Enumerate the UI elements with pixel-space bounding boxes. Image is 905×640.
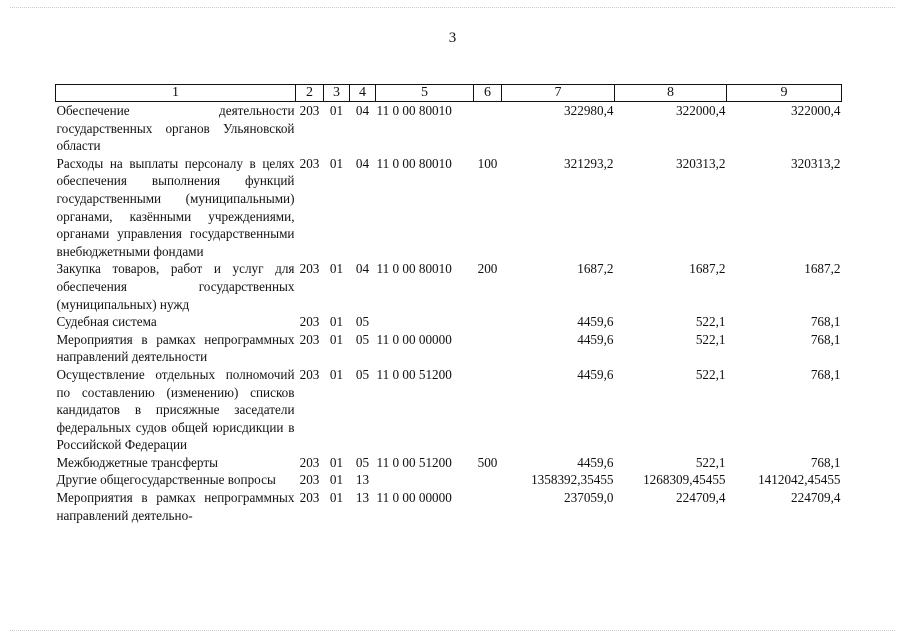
page-number: 3: [448, 30, 457, 46]
row-csr: 11 0 00 80010: [376, 103, 452, 118]
row-pr: 05: [355, 366, 370, 382]
row-value-7: 4459,6: [577, 366, 614, 382]
row-grbs: 203: [299, 331, 320, 347]
row-value-7: 1358392,35455: [531, 472, 614, 488]
table-row: [56, 471, 842, 489]
row-rz: 01: [329, 366, 344, 382]
header-cell: 5: [376, 85, 474, 102]
row-value-7: 4459,6: [577, 314, 614, 330]
row-csr: 11 0 00 80010: [376, 261, 452, 277]
row-grbs: 203: [299, 472, 320, 488]
header-cell: 2: [296, 85, 324, 102]
row-value-9: 224709,4: [791, 490, 841, 506]
header-row: [56, 85, 842, 102]
row-rz: 01: [329, 155, 344, 171]
row-pr: 05: [355, 314, 370, 330]
row-pr: 04: [355, 103, 370, 118]
row-value-8: 320313,2: [676, 155, 726, 171]
row-name: Межбюджетные трансферты: [56, 454, 218, 470]
row-name: Мероприятия в рамках непрограммных направлений деятельности: [56, 331, 295, 365]
header-cell: 1: [56, 85, 296, 102]
row-csr: [376, 471, 474, 489]
row-grbs: 203: [299, 155, 320, 171]
row-value-9: 768,1: [810, 331, 841, 347]
row-rz: 01: [329, 261, 344, 277]
header-cell: 3: [324, 85, 350, 102]
row-vr: 500: [477, 454, 498, 470]
row-grbs: 203: [299, 261, 320, 277]
row-value-7: 322980,4: [564, 103, 614, 118]
row-rz: 01: [329, 472, 344, 488]
row-value-8: 1687,2: [689, 261, 726, 277]
row-value-9: 1412042,45455: [758, 472, 841, 488]
row-value-9: 768,1: [810, 366, 841, 382]
row-rz: 01: [329, 331, 344, 347]
row-value-8: 224709,4: [676, 490, 726, 506]
row-name: Осуществление отдельных полномочий по составлению (изменению) списков кандидатов в присяжные заседатели федеральных судов общей юрисдикции в Российской Федерации: [56, 366, 295, 453]
row-name: Мероприятия в рамках непрограммных направлений деятельно-: [56, 490, 295, 523]
row-value-7: 237059,0: [564, 490, 614, 506]
scan-edge-top: [10, 7, 895, 8]
budget-table: [55, 84, 842, 524]
row-vr: [474, 102, 502, 155]
row-value-9: 768,1: [810, 314, 841, 330]
table-row: [56, 102, 842, 155]
row-vr: [474, 313, 502, 331]
row-grbs: 203: [299, 490, 320, 506]
table-row: [56, 313, 842, 331]
header-cell: 6: [474, 85, 502, 102]
row-csr: 11 0 00 80010: [376, 155, 452, 171]
header-cell: 8: [615, 85, 727, 102]
row-value-8: 522,1: [695, 314, 726, 330]
row-vr: [474, 331, 502, 366]
row-value-9: 768,1: [810, 454, 841, 470]
scan-edge-bottom: [10, 630, 895, 631]
row-value-9: 322000,4: [791, 103, 841, 118]
row-vr: 100: [477, 155, 498, 171]
row-pr: 04: [355, 261, 370, 277]
table-row: [56, 155, 842, 261]
row-value-7: 4459,6: [577, 454, 614, 470]
row-value-7: 1687,2: [577, 261, 614, 277]
row-name: Судебная система: [56, 314, 157, 330]
row-vr: [474, 471, 502, 489]
row-vr: 200: [477, 261, 498, 277]
row-csr: 11 0 00 00000: [376, 331, 452, 347]
table-row: [56, 366, 842, 454]
row-vr: [474, 366, 502, 454]
row-value-7: 321293,2: [564, 155, 614, 171]
row-value-9: 320313,2: [791, 155, 841, 171]
row-value-7: 4459,6: [577, 331, 614, 347]
row-csr: 11 0 00 51200: [376, 454, 452, 470]
row-value-8: 1268309,45455: [643, 472, 726, 488]
row-name: Обеспечение деятельности государственных органов Ульяновской области: [56, 103, 295, 154]
row-value-8: 522,1: [695, 331, 726, 347]
row-value-8: 322000,4: [676, 103, 726, 118]
row-value-8: 522,1: [695, 366, 726, 382]
table-row: [56, 260, 842, 313]
row-grbs: 203: [299, 314, 320, 330]
header-cell: 9: [727, 85, 842, 102]
row-value-9: 1687,2: [804, 261, 841, 277]
row-name: Закупка товаров, работ и услуг для обеспечения государственных (муниципальных) нужд: [56, 261, 295, 312]
row-pr: 13: [355, 472, 370, 488]
row-vr: [474, 489, 502, 524]
row-name: Расходы на выплаты персоналу в целях обеспечения выполнения функций государственными (муниципальными) органами, казёнными учреждениями, органами управления государственными внебюджетными фондами: [56, 155, 295, 259]
row-grbs: 203: [299, 454, 320, 470]
row-rz: 01: [329, 103, 344, 118]
row-csr: 11 0 00 00000: [376, 490, 452, 506]
row-pr: 13: [355, 490, 370, 506]
row-name: Другие общегосударственные вопросы: [56, 472, 276, 488]
row-rz: 01: [329, 490, 344, 506]
header-cell: 7: [502, 85, 615, 102]
row-csr: [376, 313, 474, 331]
row-value-8: 522,1: [695, 454, 726, 470]
table-row: [56, 454, 842, 472]
row-pr: 05: [355, 331, 370, 347]
row-grbs: 203: [299, 103, 320, 118]
row-rz: 01: [329, 314, 344, 330]
row-csr: 11 0 00 51200: [376, 366, 452, 382]
header-cell: 4: [350, 85, 376, 102]
row-pr: 04: [355, 155, 370, 171]
row-grbs: 203: [299, 366, 320, 382]
row-pr: 05: [355, 454, 370, 470]
table-row: [56, 489, 842, 524]
table-row: [56, 331, 842, 366]
row-rz: 01: [329, 454, 344, 470]
